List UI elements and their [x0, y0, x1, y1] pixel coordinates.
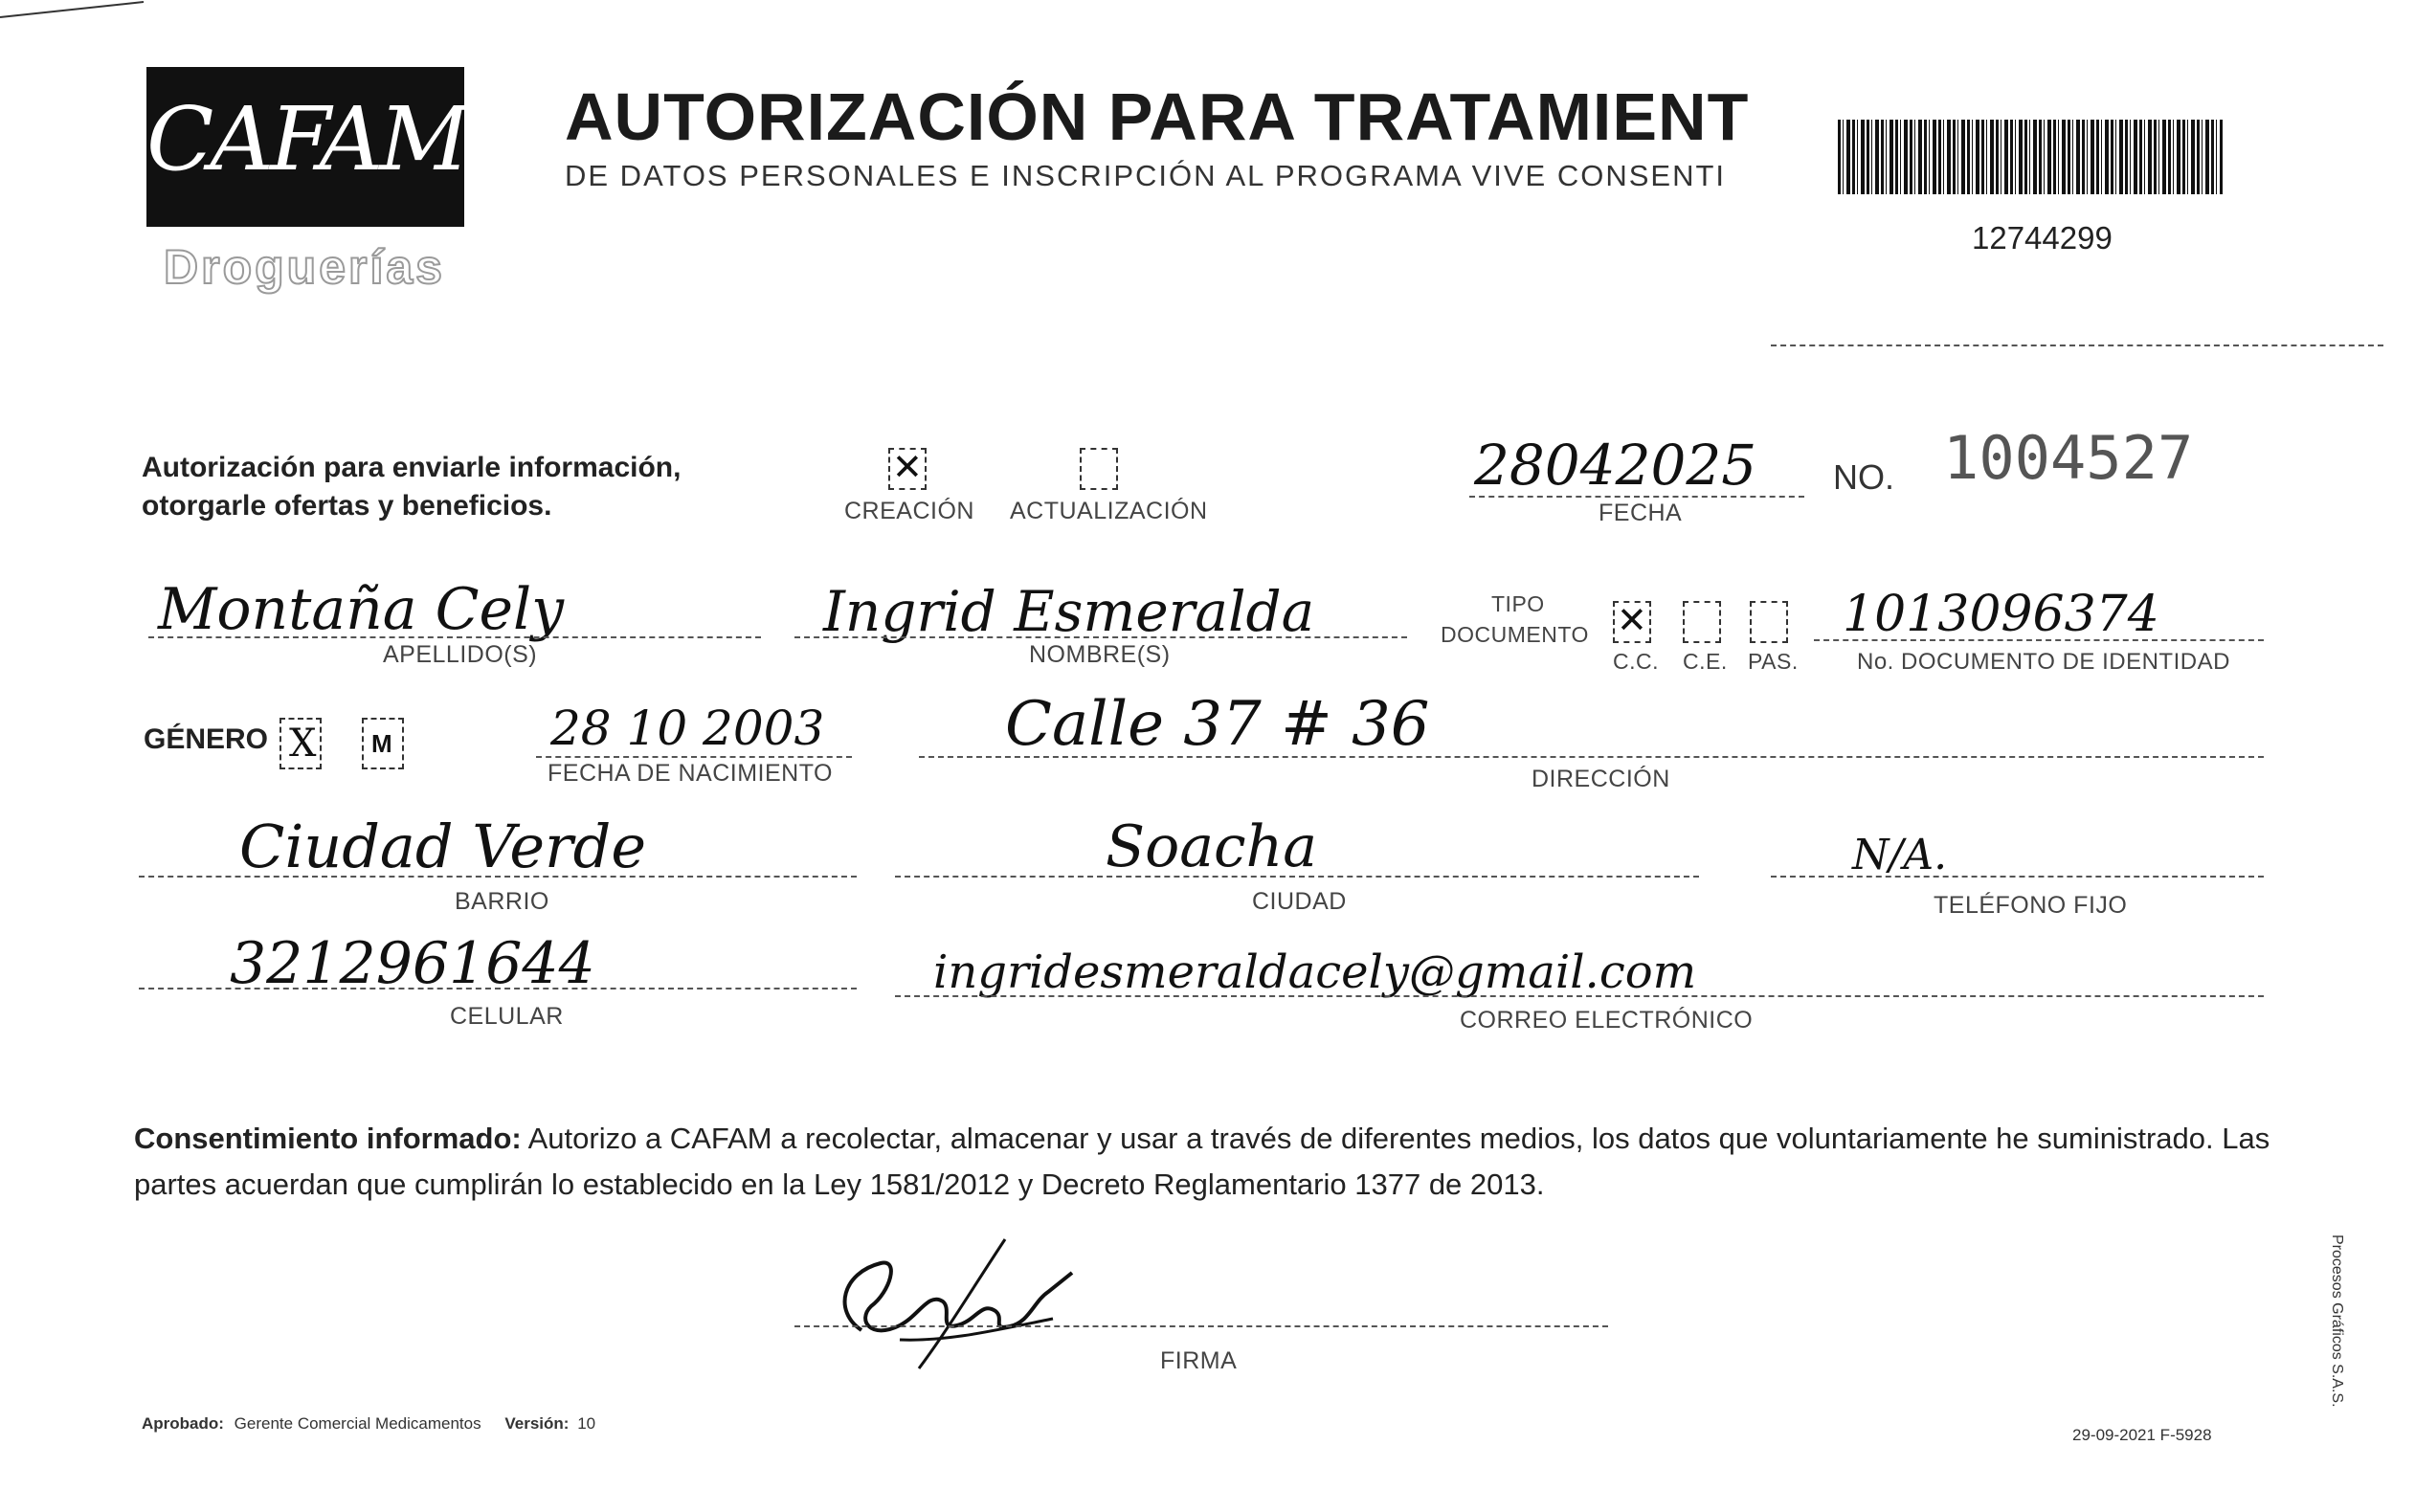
celular-label: CELULAR [450, 1003, 564, 1030]
actualizacion-label: ACTUALIZACIÓN [1010, 498, 1208, 524]
signature [804, 1234, 1091, 1397]
version-label: Versión: [504, 1414, 570, 1433]
direccion-label: DIRECCIÓN [1532, 766, 1670, 792]
footer-date-code: 29-09-2021 F-5928 [2072, 1426, 2212, 1444]
correo-value[interactable]: ingridesmeraldacely@gmail.com [933, 945, 1697, 999]
version-value: 10 [577, 1414, 596, 1433]
barcode-dash-line [1771, 345, 2383, 346]
brand-logo: CAFAM [146, 88, 466, 190]
nombres-line [794, 636, 1407, 638]
aprobado-label: Aprobado: [142, 1414, 224, 1433]
correo-label: CORREO ELECTRÓNICO [1460, 1007, 1754, 1034]
fecha-value[interactable]: 28042025 [1474, 433, 1757, 498]
barcode-number: 12744299 [1972, 220, 2113, 256]
consent-paragraph [134, 1116, 2278, 1208]
fecha-line [1469, 496, 1804, 498]
pas-label: PAS. [1748, 649, 1799, 674]
barrio-label: BARRIO [455, 888, 549, 915]
ciudad-line [895, 876, 1699, 878]
direccion-line [919, 756, 2264, 758]
aprobado-value: Gerente Comercial Medicamentos [234, 1414, 481, 1433]
ce-checkbox[interactable] [1683, 601, 1721, 643]
birthdate-label: FECHA DE NACIMIENTO [548, 760, 833, 787]
actualizacion-checkbox[interactable] [1080, 448, 1118, 490]
fecha-label: FECHA [1599, 500, 1683, 526]
tipo-label: TIPO [1491, 591, 1545, 616]
brand-sub-logo: Droguerías [164, 240, 445, 294]
consent-lead: Consentimiento informado: [134, 1122, 522, 1155]
nombres-value[interactable]: Ingrid Esmeralda [823, 579, 1315, 644]
apellidos-line [148, 636, 761, 638]
pas-checkbox[interactable] [1750, 601, 1788, 643]
genero-m-checkbox[interactable] [362, 718, 404, 769]
cc-label: C.C. [1613, 649, 1659, 674]
genero-f-mark: X [289, 722, 317, 766]
document-subtitle: DE DATOS PERSONALES E INSCRIPCIÓN AL PROGRAMA VIVE CONSENTI [565, 159, 1727, 192]
ce-label: C.E. [1683, 649, 1728, 674]
celular-line [139, 988, 857, 989]
genero-f-checkbox[interactable] [280, 718, 322, 769]
document-number-value[interactable]: 1013096374 [1843, 586, 2159, 643]
authorization-text-1: Autorización para enviarle información, [142, 452, 682, 483]
telefono-value[interactable]: N/A. [1852, 831, 1948, 879]
apellidos-label: APELLIDO(S) [383, 641, 538, 668]
document-title: AUTORIZACIÓN PARA TRATAMIENT [565, 79, 1750, 154]
ciudad-label: CIUDAD [1252, 888, 1347, 915]
direccion-value[interactable]: Calle 37 # 36 [1005, 689, 1430, 760]
barrio-value[interactable]: Ciudad Verde [239, 812, 647, 881]
creacion-checkbox[interactable] [888, 448, 927, 490]
consent-text: Autorizo a CAFAM a recolectar, almacenar y usar a través de diferentes medios, los datos que voluntariamente he suministrado. Las partes acuerdan que cumplirán lo establecido en la Ley 1581/2012 y Decreto Reglamentario 1377 de 2013. [134, 1122, 2270, 1201]
creacion-label: CREACIÓN [844, 498, 974, 524]
genero-label: GÉNERO [144, 723, 269, 755]
telefono-line [1771, 876, 2264, 878]
ciudad-value[interactable]: Soacha [1106, 813, 1318, 880]
barrio-line [139, 876, 857, 878]
firma-label: FIRMA [1160, 1347, 1238, 1374]
printer-vertical-text: Procesos Gráficos S.A.S. [2329, 1234, 2345, 1408]
documento-label: DOCUMENTO [1441, 622, 1589, 647]
barcode [1838, 120, 2223, 194]
no-value: 1004527 [1943, 423, 2194, 493]
scan-mark [0, 0, 153, 19]
birthdate-value[interactable]: 28 10 2003 [550, 700, 825, 756]
correo-line [895, 995, 2264, 997]
celular-value[interactable]: 3212961644 [230, 930, 595, 997]
genero-m-label: M [371, 729, 392, 758]
nombres-label: NOMBRE(S) [1029, 641, 1171, 668]
firma-line [794, 1325, 1608, 1327]
telefono-label: TELÉFONO FIJO [1934, 892, 2128, 919]
apellidos-value[interactable]: Montaña Cely [158, 576, 565, 643]
birthdate-line [536, 756, 852, 758]
cc-checkbox[interactable] [1613, 601, 1651, 643]
document-number-line [1814, 639, 2264, 641]
document-number-label: No. DOCUMENTO DE IDENTIDAD [1857, 649, 2230, 675]
no-label: NO. [1833, 457, 1895, 497]
authorization-text-2: otorgarle ofertas y beneficios. [142, 490, 552, 522]
footer-approval [142, 1414, 595, 1434]
